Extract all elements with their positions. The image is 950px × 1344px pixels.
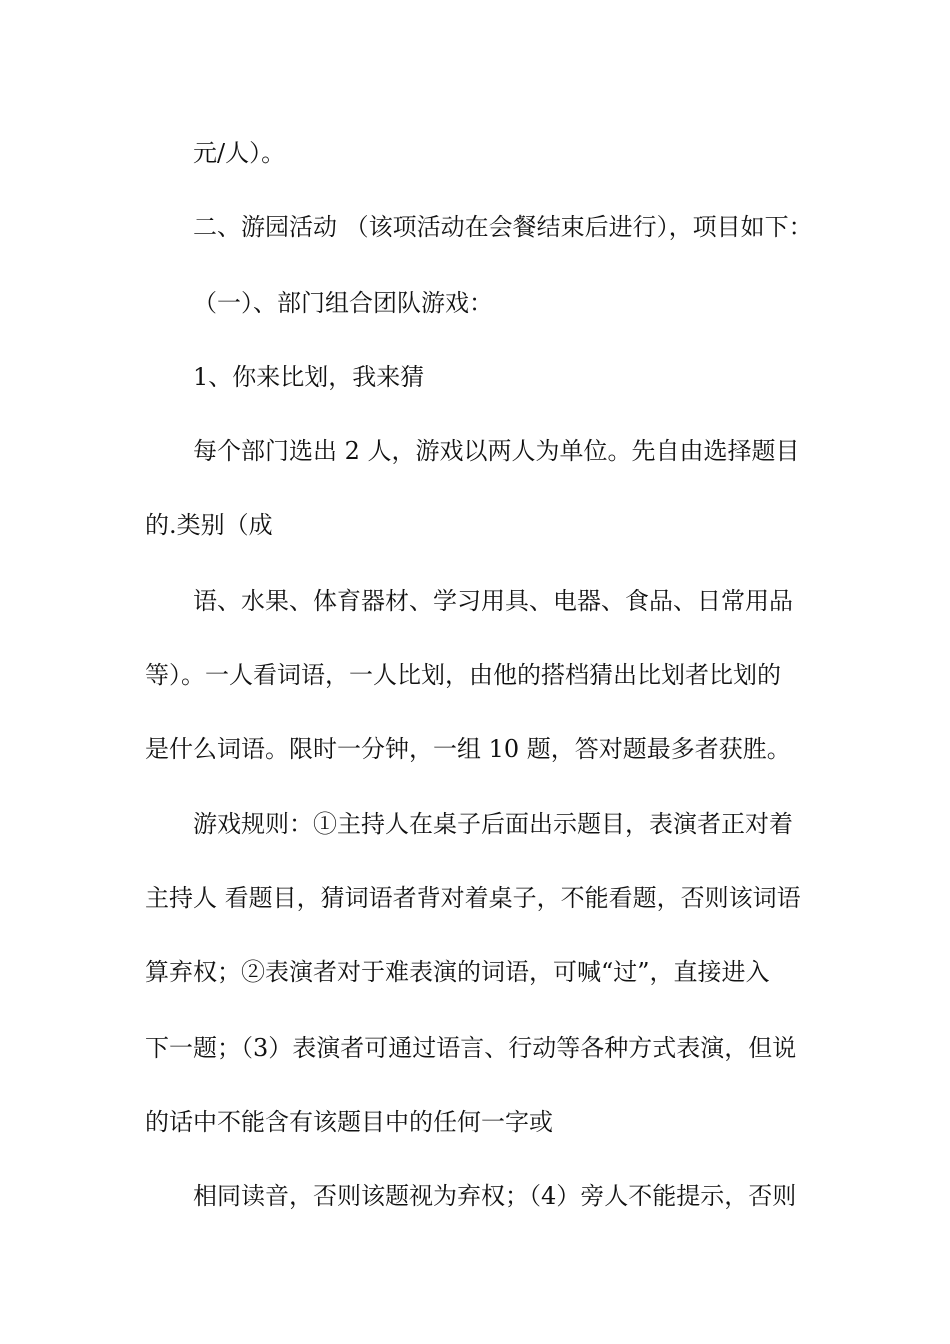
paragraph-line: 每个部门选出 2 人，游戏以两人为单位。先自由选择题目 [193, 437, 800, 465]
rules-paragraph-line: 主持人 看题目，猜词语者背对着桌子，不能看题，否则该词语 [145, 884, 801, 912]
rules-paragraph-line: 的话中不能含有该题目中的任何一字或 [145, 1108, 553, 1136]
rules-paragraph-line: 相同读音，否则该题视为弃权；（4）旁人不能提示，否则 [193, 1182, 797, 1210]
paragraph-line: 等）。一人看词语，一人比划，由他的搭档猜出比划者比划的 [145, 661, 781, 689]
paragraph-line: 是什么词语。限时一分钟，一组 10 题，答对题最多者获胜。 [145, 735, 791, 763]
paragraph-line: 的.类别（成 [145, 511, 273, 539]
text-line-price-unit: 元/人）。 [193, 139, 286, 167]
subsection-heading-team-games: （一）、部门组合团队游戏： [193, 289, 493, 317]
section-heading-garden-activities: 二、游园活动 （该项活动在会餐结束后进行），项目如下： [193, 213, 813, 241]
rules-paragraph-line: 下一题；（3）表演者可通过语言、行动等各种方式表演，但说 [145, 1034, 797, 1062]
paragraph-line: 语、水果、体育器材、学习用具、电器、食品、日常用品 [193, 587, 793, 615]
rules-paragraph-line: 算弃权；②表演者对于难表演的词语，可喊“过”，直接进入 [145, 958, 770, 986]
game-title-charades: 1、你来比划，我来猜 [193, 363, 425, 391]
rules-paragraph-line: 游戏规则：①主持人在桌子后面出示题目，表演者正对着 [193, 810, 793, 838]
